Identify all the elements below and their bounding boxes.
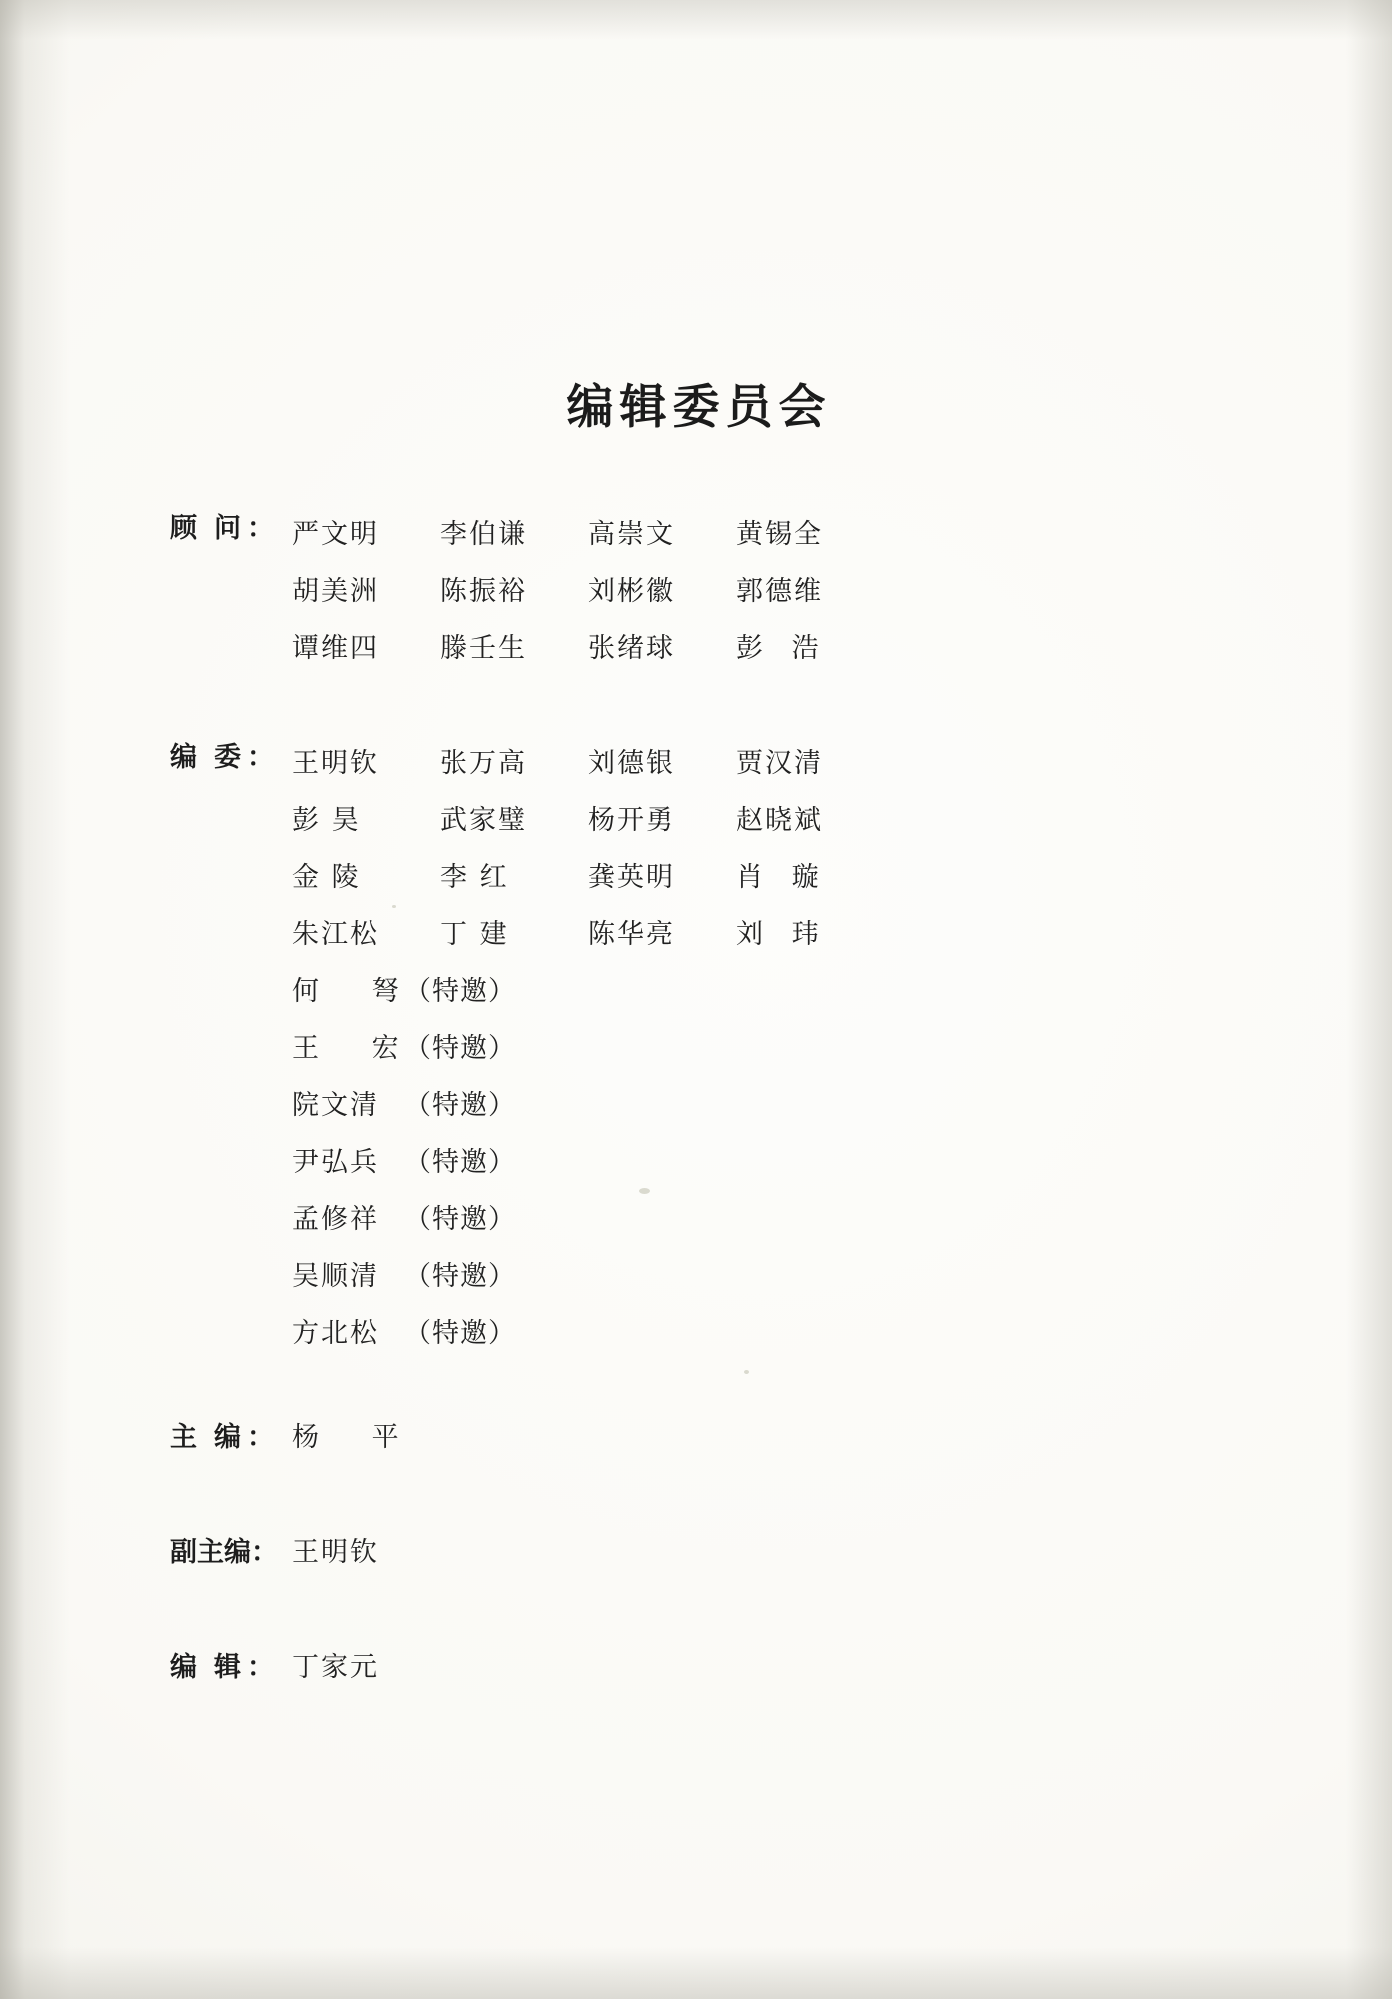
name-row bbox=[292, 792, 884, 849]
person-name: 方北松 bbox=[292, 1318, 379, 1349]
person-name: 严文明 bbox=[292, 519, 379, 550]
entry-chief-editor bbox=[170, 1415, 421, 1454]
section-editorial-board bbox=[170, 735, 884, 1362]
entry-deputy-chief-editor bbox=[170, 1530, 379, 1569]
section-advisors bbox=[170, 506, 884, 677]
person-name: 何 弩 bbox=[292, 976, 421, 1007]
person-name: 肖 璇 bbox=[736, 862, 829, 893]
name-row bbox=[292, 506, 884, 563]
invited-tag: （特邀） bbox=[404, 1204, 516, 1235]
person-name: 彭 浩 bbox=[736, 633, 829, 664]
person-name: 龚英明 bbox=[588, 862, 675, 893]
invited-tag: （特邀） bbox=[404, 1318, 516, 1349]
label-char-sub: 辑 bbox=[214, 1652, 247, 1683]
invited-member-row bbox=[292, 1020, 884, 1077]
page-title: 编辑委员会 bbox=[566, 380, 832, 435]
invited-tag: （特邀） bbox=[404, 1261, 516, 1292]
person-name: 王明钦 bbox=[292, 1537, 379, 1568]
entry-deputy-chief-editor-label: 副主编： bbox=[170, 1537, 278, 1568]
invited-member-row bbox=[292, 1191, 884, 1248]
invited-member-row bbox=[292, 963, 884, 1020]
person-name: 孟修祥 bbox=[292, 1204, 379, 1235]
person-name: 杨开勇 bbox=[588, 805, 675, 836]
invited-tag: （特邀） bbox=[404, 1147, 516, 1178]
person-name: 高崇文 bbox=[588, 519, 675, 550]
person-name: 金 陵 bbox=[292, 862, 361, 893]
person-name: 谭维四 bbox=[292, 633, 379, 664]
person-name: 李 红 bbox=[440, 862, 509, 893]
label-char-main: 编 bbox=[170, 1652, 214, 1683]
entry-chief-editor-label: 主编： bbox=[170, 1422, 274, 1453]
person-name: 陈华亮 bbox=[588, 919, 675, 950]
section-advisors-rows bbox=[292, 506, 884, 677]
name-row bbox=[292, 563, 884, 620]
invited-member-row bbox=[292, 1077, 884, 1134]
person-name: 吴顺清 bbox=[292, 1261, 379, 1292]
name-row bbox=[292, 849, 884, 906]
person-name: 院文清 bbox=[292, 1090, 379, 1121]
invited-member-row bbox=[292, 1134, 884, 1191]
person-name: 彭 昊 bbox=[292, 805, 361, 836]
person-name: 丁 建 bbox=[440, 919, 509, 950]
person-name: 武家璧 bbox=[440, 805, 527, 836]
invited-tag: （特邀） bbox=[404, 1090, 516, 1121]
label-char-sub: 编 bbox=[214, 1422, 247, 1453]
label-char-sub: 委 bbox=[214, 742, 247, 773]
person-name: 王 宏 bbox=[292, 1033, 421, 1064]
person-name: 陈振裕 bbox=[440, 576, 527, 607]
person-name: 张绪球 bbox=[588, 633, 675, 664]
person-name: 刘德银 bbox=[588, 748, 675, 779]
label-char-main: 主 bbox=[170, 1422, 214, 1453]
person-name: 郭德维 bbox=[736, 576, 823, 607]
person-name: 赵晓斌 bbox=[736, 805, 823, 836]
invited-tag: （特邀） bbox=[404, 976, 516, 1007]
invited-member-row bbox=[292, 1248, 884, 1305]
person-name: 朱江松 bbox=[292, 919, 379, 950]
entry-editor-label: 编辑： bbox=[170, 1652, 274, 1683]
name-row bbox=[292, 906, 884, 963]
section-editorial-board-rows bbox=[292, 735, 884, 1362]
person-name: 刘 玮 bbox=[736, 919, 829, 950]
name-row bbox=[292, 735, 884, 792]
person-name: 王明钦 bbox=[292, 748, 379, 779]
person-name: 李伯谦 bbox=[440, 519, 527, 550]
person-name: 丁家元 bbox=[292, 1652, 379, 1683]
label-char-sub: 编 bbox=[224, 1537, 251, 1568]
person-name: 滕壬生 bbox=[440, 633, 527, 664]
section-editorial-board-label: 编委： bbox=[170, 742, 274, 773]
invited-member-row bbox=[292, 1305, 884, 1362]
person-name: 刘彬徽 bbox=[588, 576, 675, 607]
label-char-main: 副主 bbox=[170, 1537, 224, 1568]
person-name: 张万高 bbox=[440, 748, 527, 779]
label-char-main: 编 bbox=[170, 742, 214, 773]
entry-editor bbox=[170, 1645, 379, 1684]
person-name: 杨 平 bbox=[292, 1422, 421, 1453]
person-name: 黄锡全 bbox=[736, 519, 823, 550]
label-char-main: 顾 bbox=[170, 513, 214, 544]
person-name: 胡美洲 bbox=[292, 576, 379, 607]
person-name: 尹弘兵 bbox=[292, 1147, 379, 1178]
section-advisors-label: 顾问： bbox=[170, 513, 274, 544]
person-name: 贾汉清 bbox=[736, 748, 823, 779]
invited-tag: （特邀） bbox=[404, 1033, 516, 1064]
name-row bbox=[292, 620, 884, 677]
label-char-sub: 问 bbox=[214, 513, 247, 544]
